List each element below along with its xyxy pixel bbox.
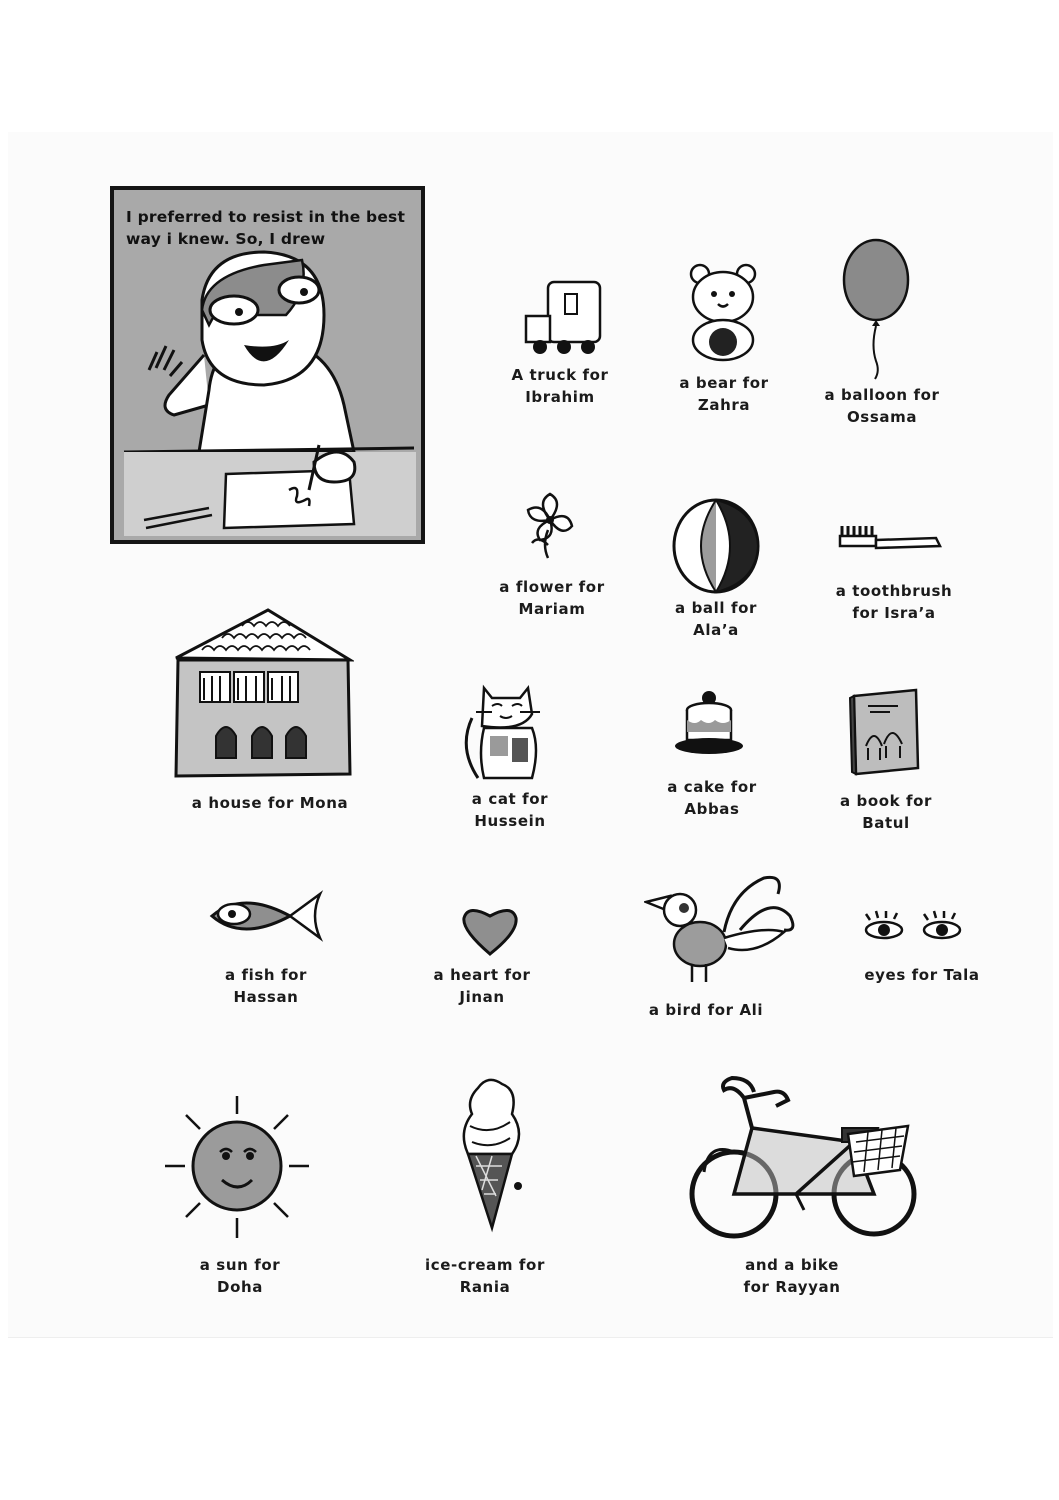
toothbrush-label bbox=[826, 580, 962, 624]
cat-item bbox=[456, 678, 552, 782]
fish-label-line-2: Hassan bbox=[233, 988, 299, 1006]
ball-label-line-1: a ball for bbox=[675, 599, 757, 617]
ice-cream-item bbox=[456, 1076, 526, 1236]
ice-cream-label bbox=[410, 1254, 560, 1298]
bird-label-line-1: a bird for Ali bbox=[648, 1001, 764, 1019]
heart-icon bbox=[460, 904, 520, 956]
ball-item bbox=[668, 496, 764, 594]
book-icon bbox=[846, 686, 920, 776]
bird-item bbox=[644, 872, 804, 988]
ball-label bbox=[656, 597, 776, 641]
house-label-line-1: a house for Mona bbox=[191, 794, 349, 812]
sun-label bbox=[180, 1254, 300, 1298]
flower-icon bbox=[520, 490, 580, 560]
heart-label-line-2: Jinan bbox=[459, 988, 505, 1006]
sun-item bbox=[162, 1094, 312, 1240]
bear-label-line-1: a bear for bbox=[679, 374, 769, 392]
cake-label-line-2: Abbas bbox=[684, 800, 740, 818]
book-label-line-2: Batul bbox=[862, 814, 910, 832]
drawing-panel bbox=[110, 186, 425, 544]
bike-item bbox=[686, 1076, 918, 1244]
ice-cream-label-line-2: Rania bbox=[459, 1278, 511, 1296]
bike-label bbox=[722, 1254, 862, 1298]
truck-icon bbox=[520, 272, 610, 362]
fish-item bbox=[206, 890, 326, 942]
flower-label-line-1: a flower for bbox=[499, 578, 605, 596]
truck-label bbox=[500, 364, 620, 408]
fish-label bbox=[206, 964, 326, 1008]
cat-icon bbox=[456, 678, 552, 782]
fish-icon bbox=[206, 890, 326, 942]
bear-label-line-2: Zahra bbox=[697, 396, 751, 414]
toothbrush-label-line-1: a toothbrush bbox=[835, 582, 953, 600]
eyes-item bbox=[862, 910, 970, 942]
book-label-line-1: a book for bbox=[839, 792, 933, 810]
cat-label-line-1: a cat for bbox=[471, 790, 549, 808]
book-item bbox=[846, 686, 920, 776]
house-icon bbox=[172, 608, 354, 780]
cat-label bbox=[450, 788, 570, 832]
cake-label bbox=[652, 776, 772, 820]
toothbrush-icon bbox=[836, 520, 946, 556]
bike-label-line-2: for Rayyan bbox=[743, 1278, 841, 1296]
ice-cream-icon bbox=[456, 1076, 526, 1236]
heart-label-line-1: a heart for bbox=[433, 966, 531, 984]
caption-line-2: way i knew. So, I drew bbox=[126, 230, 326, 248]
heart-item bbox=[460, 904, 520, 956]
bird-icon bbox=[644, 872, 804, 988]
house-label bbox=[180, 792, 360, 814]
balloon-label bbox=[812, 384, 952, 428]
sun-label-line-1: a sun for bbox=[199, 1256, 281, 1274]
bear-item bbox=[678, 262, 768, 362]
flower-label-line-2: Mariam bbox=[518, 600, 586, 618]
house-item bbox=[172, 608, 354, 780]
cake-item bbox=[672, 688, 746, 758]
ice-cream-label-line-1: ice-cream for bbox=[425, 1256, 545, 1274]
bike-label-line-1: and a bike bbox=[745, 1256, 839, 1274]
balloon-icon bbox=[836, 238, 916, 380]
balloon-item bbox=[836, 238, 916, 380]
truck-label-line-2: Ibrahim bbox=[525, 388, 595, 406]
sun-icon bbox=[162, 1094, 312, 1240]
balloon-label-line-2: Ossama bbox=[846, 408, 918, 426]
caption-line-1: I preferred to resist in the best bbox=[126, 208, 406, 226]
bear-label bbox=[664, 372, 784, 416]
balloon-label-line-1: a balloon for bbox=[824, 386, 940, 404]
flower-item bbox=[520, 490, 580, 560]
toothbrush-item bbox=[836, 520, 946, 556]
eyes-icon bbox=[862, 910, 970, 942]
cake-label-line-1: a cake for bbox=[667, 778, 757, 796]
ball-label-line-2: Ala’a bbox=[693, 621, 739, 639]
truck-label-line-1: A truck for bbox=[511, 366, 609, 384]
flower-label bbox=[492, 576, 612, 620]
ball-icon bbox=[668, 496, 764, 594]
cake-icon bbox=[672, 688, 746, 758]
eyes-label bbox=[852, 964, 992, 986]
book-label bbox=[824, 790, 948, 834]
panel-caption bbox=[126, 206, 418, 250]
toothbrush-label-line-2: for Isra’a bbox=[852, 604, 936, 622]
bird-label bbox=[636, 999, 776, 1021]
teddy-bear-icon bbox=[678, 262, 768, 362]
heart-label bbox=[422, 964, 542, 1008]
truck-item bbox=[520, 272, 610, 362]
bike-icon bbox=[686, 1076, 918, 1244]
sun-label-line-2: Doha bbox=[217, 1278, 263, 1296]
fish-label-line-1: a fish for bbox=[224, 966, 308, 984]
cat-label-line-2: Hussein bbox=[474, 812, 546, 830]
eyes-label-line-1: eyes for Tala bbox=[864, 966, 980, 984]
